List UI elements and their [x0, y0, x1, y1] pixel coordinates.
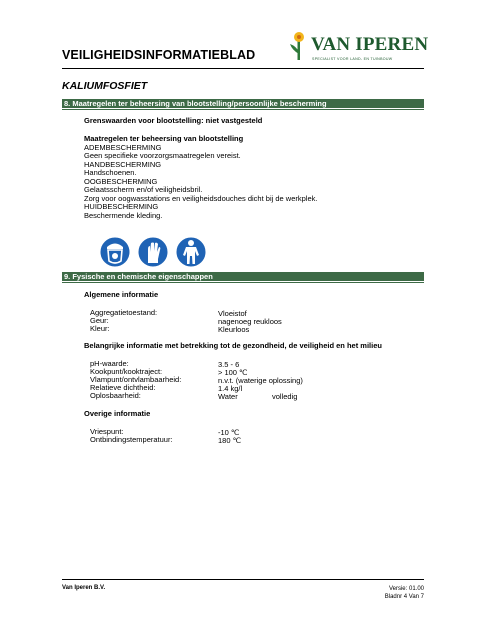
- eye-protection-text: Gelaatsscherm en/of veiligheidsbril.: [84, 185, 203, 194]
- section-8-title: 8. Maatregelen ter beheersing van blootstelling/persoonlijke bescherming: [64, 99, 327, 108]
- section-9-header: [62, 272, 424, 281]
- boiling-point-value: > 100 ℃: [218, 368, 248, 377]
- skin-protection-label: HUIDBESCHERMING: [84, 202, 159, 211]
- product-name: KALIUMFOSFIET: [62, 80, 148, 92]
- header-divider: [62, 68, 424, 69]
- solubility-extent: volledig: [272, 392, 298, 401]
- footer-company: Van Iperen B.V.: [62, 585, 106, 591]
- solubility-label: Oplosbaarheid:: [90, 391, 141, 400]
- solubility-value: Water: [218, 392, 238, 401]
- respiratory-protection-text: Geen specifieke voorzorgsmaatregelen vereist.: [84, 151, 241, 160]
- logo-name: VAN IPEREN: [311, 34, 429, 55]
- flash-point-value: n.v.t. (waterige oplossing): [218, 376, 303, 385]
- company-logo: [288, 28, 429, 70]
- footer-meta: [385, 585, 424, 601]
- freezing-point-label: Vriespunt:: [90, 427, 124, 436]
- flash-point-label: Vlampunt/ontvlambaarheid:: [90, 375, 182, 384]
- section-9-title: 9. Fysische en chemische eigenschappen: [64, 272, 213, 281]
- freezing-point-value: -10 ℃: [218, 428, 240, 437]
- odor-label: Geur:: [90, 316, 109, 325]
- exposure-limits-heading: Grenswaarden voor blootstelling: niet vastgesteld: [84, 116, 263, 125]
- eyewash-text: Zorg voor oogwasstations en veiligheidsdouches dicht bij de werkplek.: [84, 193, 318, 203]
- boiling-point-label: Kookpunt/kooktraject:: [90, 367, 163, 376]
- section-8-header: [62, 99, 424, 108]
- logo-tagline: SPECIALIST VOOR LAND- EN TUINBOUW: [312, 57, 393, 61]
- footer-page-number: Bladnr 4 Van 7: [384, 594, 424, 600]
- aggregate-state-label: Aggregatietoestand:: [90, 308, 158, 317]
- control-measures-heading: Maatregelen ter beheersing van blootstelling: [84, 134, 244, 143]
- ppe-icons: [98, 235, 208, 276]
- hand-protection-label: HANDBESCHERMING: [84, 159, 162, 169]
- general-info-heading: Algemene informatie: [84, 290, 159, 299]
- relative-density-label: Relatieve dichtheid:: [90, 383, 156, 392]
- eye-protection-label: OOGBESCHERMING: [84, 176, 158, 186]
- skin-protection-text: Beschermende kleding.: [84, 210, 163, 220]
- document-title: VEILIGHEIDSINFORMATIEBLAD: [62, 48, 256, 62]
- protective-suit-icon: [176, 237, 206, 267]
- decomposition-temp-label: Ontbindingstemperatuur:: [90, 435, 173, 444]
- other-info-heading: Overige informatie: [84, 409, 151, 418]
- footer-divider: [62, 579, 424, 580]
- odor-value: nagenoeg reukloos: [218, 317, 282, 326]
- gloves-icon: [138, 237, 168, 267]
- respiratory-protection-label: ADEMBESCHERMING: [84, 142, 162, 152]
- hand-protection-text: Handschoenen.: [84, 168, 137, 177]
- ph-label: pH-waarde:: [90, 359, 129, 368]
- color-label: Kleur:: [90, 324, 110, 333]
- decomposition-temp-value: 180 ℃: [218, 436, 242, 445]
- face-shield-icon: [100, 237, 130, 267]
- ph-value: 3.5 - 6: [218, 360, 240, 369]
- aggregate-state-value: Vloeistof: [218, 309, 247, 318]
- footer-version: Versie: 01.00: [388, 586, 424, 592]
- relative-density-value: 1.4 kg/l: [218, 384, 243, 393]
- important-info-heading: Belangrijke informatie met betrekking tot de gezondheid, de veiligheid en het milieu: [84, 341, 382, 350]
- color-value: Kleurloos: [218, 325, 250, 334]
- flower-logo-icon: [288, 30, 310, 62]
